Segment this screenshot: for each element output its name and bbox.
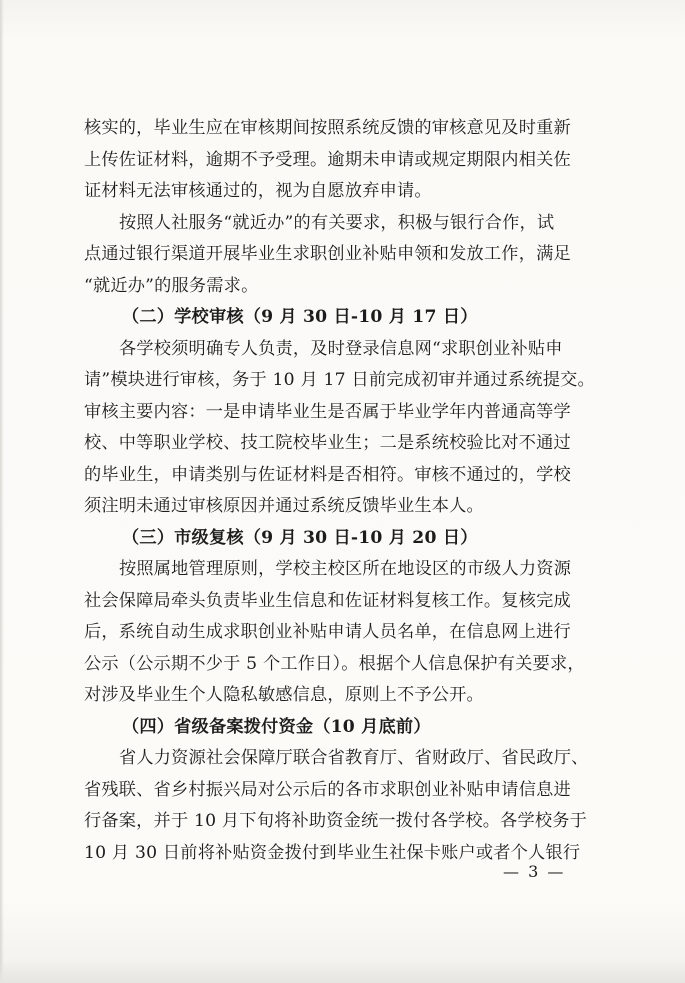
scan-edge [0, 0, 4, 983]
body-line-11: 校、中等职业学校、技工院校毕业生；二是系统校验比对不通过 [84, 433, 571, 453]
body-line-3: 证材料无法审核通过的，视为自愿放弃申请。 [84, 181, 432, 201]
section-heading-4: （四）省级备案拨付资金（10 月底前） [122, 716, 431, 737]
body-line-16: 社会保障局牵头负责毕业生信息和佐证材料复核工作。复核完成 [84, 590, 571, 611]
body-line-6: “就近办”的服务需求。 [84, 275, 259, 296]
body-line-22: 省残联、省乡村振兴局对公示后的各市求职创业补贴申请信息进 [84, 779, 571, 800]
body-line-19: 对涉及毕业生个人隐私敏感信息，原则上不予公开。 [84, 685, 484, 705]
page-number: — 3 — [503, 862, 566, 881]
section-heading-2: （二）学校审核（9 月 30 日-10 月 17 日） [122, 307, 478, 327]
body-line-15: 按照属地管理原则，学校主校区所在地设区的市级人力资源 [119, 559, 572, 579]
body-line-2: 上传佐证材料，逾期不予受理。逾期未申请或规定期限内相关佐 [84, 149, 571, 170]
body-line-24: 10 月 30 日前将补贴资金拨付到毕业生社保卡账户或者个人银行 [84, 842, 581, 863]
body-line-21: 省人力资源社会保障厅联合省教育厅、省财政厅、省民政厅、 [119, 748, 589, 768]
body-line-4: 按照人社服务“就近办”的有关要求，积极与银行合作，试 [119, 212, 555, 233]
body-line-12: 的毕业生，申请类别与佐证材料是否相符。审核不通过的，学校 [84, 464, 571, 485]
body-line-9: 请”模块进行审核，务于 10 月 17 日前完成初审并通过系统提交。 [84, 370, 595, 390]
body-line-10: 审核主要内容：一是申请毕业生是否属于毕业学年内普通高等学 [84, 401, 571, 422]
document-body [84, 113, 602, 869]
body-line-13: 须注明未通过审核原因并通过系统反馈毕业生本人。 [84, 496, 484, 516]
body-line-5: 点通过银行渠道开展毕业生求职创业补贴申领和发放工作，满足 [84, 244, 571, 264]
scan-bottom-edge [0, 960, 685, 983]
body-line-8: 各学校须明确专人负责，及时登录信息网“求职创业补贴申 [119, 338, 563, 359]
body-line-18: 公示（公示期不少于 5 个工作日）。根据个人信息保护有关要求， [84, 653, 585, 674]
section-heading-3: （三）市级复核（9 月 30 日-10 月 20 日） [122, 527, 478, 548]
body-line-23: 行备案，并于 10 月下旬将补助资金统一拨付各学校。各学校务于 [84, 811, 588, 831]
body-line-17: 后，系统自动生成求职创业补贴申请人员名单，在信息网上进行 [84, 622, 571, 642]
body-line-1: 核实的，毕业生应在审核期间按照系统反馈的审核意见及时重新 [84, 118, 571, 138]
